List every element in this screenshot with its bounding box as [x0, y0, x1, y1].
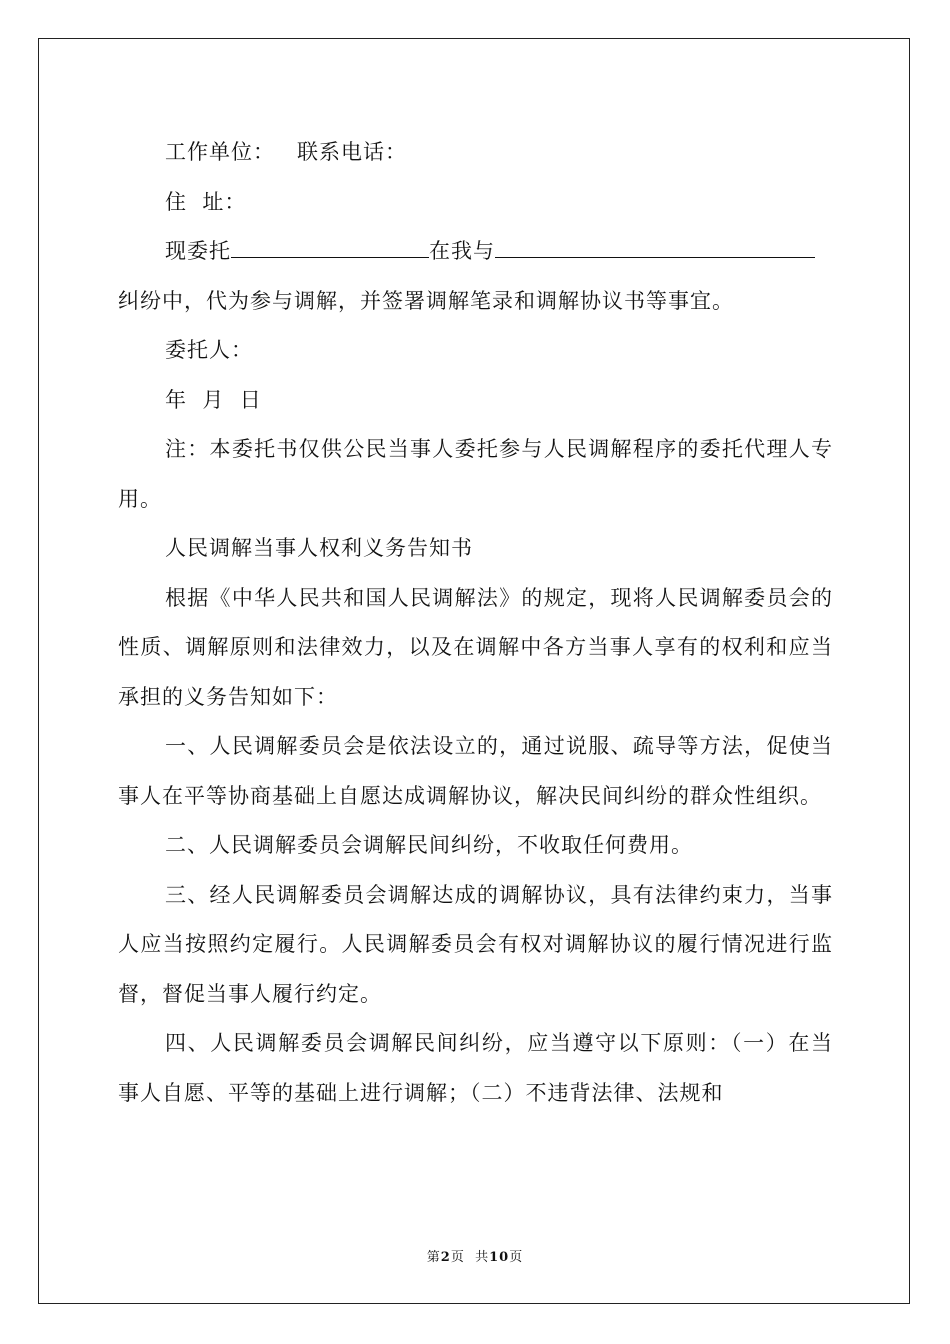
- page-footer: [0, 1246, 950, 1265]
- footer-suffix: 页: [509, 1250, 524, 1265]
- date-line: 年 月 日: [165, 387, 262, 412]
- paragraph-1: 一、人民调解委员会是依法设立的，通过说服、疏导等方法，促使当事人在平等协商基础上自愿达成调解协议，解决民间纠纷的群众性组织。: [118, 734, 833, 808]
- entrust-line: [118, 227, 833, 277]
- paragraph-intro: 根据《中华人民共和国人民调解法》的规定，现将人民调解委员会的性质、调解原则和法律效力，以及在调解中各方当事人享有的权利和应当承担的义务告知如下：: [118, 585, 833, 709]
- phone-label: 联系电话：: [297, 140, 407, 164]
- address-line: 住 址：: [165, 189, 247, 214]
- total-page-number: 10: [489, 1250, 510, 1265]
- footer-mid: 页 共: [450, 1250, 490, 1265]
- party-name-blank: [495, 256, 815, 258]
- paragraph-4: 四、人民调解委员会调解民间纠纷，应当遵守以下原则：（一）在当事人自愿、平等的基础上进行调解；（二）不违背法律、法规和: [118, 1031, 833, 1105]
- paragraph-3: 三、经人民调解委员会调解达成的调解协议，具有法律约束力，当事人应当按照约定履行。人民调解委员会有权对调解协议的履行情况进行监督，督促当事人履行约定。: [118, 882, 833, 1006]
- notice-heading: 人民调解当事人权利义务告知书: [165, 536, 473, 560]
- document-body: [118, 128, 833, 1118]
- entrust-prefix: 现委托: [165, 239, 231, 263]
- work-unit-line: [118, 128, 833, 178]
- entrust-middle: 在我与: [429, 239, 495, 263]
- current-page-number: 2: [440, 1250, 451, 1265]
- entrust-rest: 纠纷中，代为参与调解，并签署调解笔录和调解协议书等事宜。: [118, 288, 734, 313]
- note-paragraph: 注：本委托书仅供公民当事人委托参与人民调解程序的委托代理人专用。: [118, 437, 833, 511]
- agent-name-blank: [231, 256, 429, 258]
- client-label: 委托人：: [165, 338, 253, 362]
- footer-prefix: 第: [426, 1250, 441, 1265]
- work-unit-label: 工作单位：: [165, 140, 275, 164]
- paragraph-2: 二、人民调解委员会调解民间纠纷，不收取任何费用。: [165, 833, 693, 857]
